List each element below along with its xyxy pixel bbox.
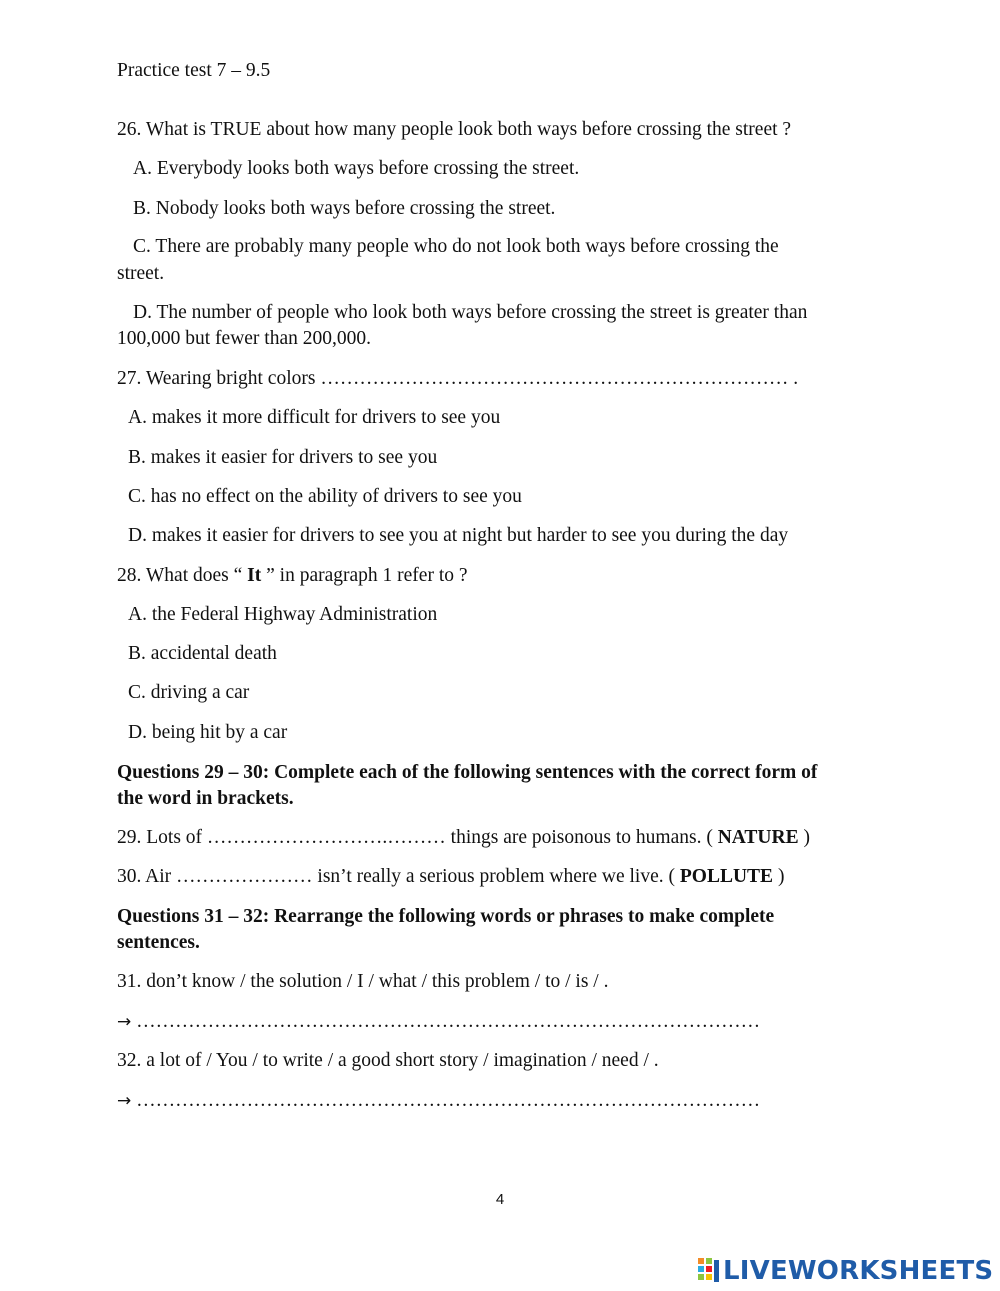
liveworksheets-logo-text: LIVEWORKSHEETS — [723, 1256, 994, 1286]
question-26-option-c-line1[interactable]: C. There are probably many people who do not look both ways before crossing the — [133, 236, 779, 257]
question-26-stem: 26. What is TRUE about how many people look both ways before crossing the street ? — [117, 119, 792, 140]
section-31-32-instruction-line1: Questions 31 – 32: Rearrange the following words or phrases to make complete — [117, 906, 775, 927]
question-28-option-c[interactable]: C. driving a car — [128, 682, 250, 703]
section-29-30-instruction-line2: the word in brackets. — [117, 788, 294, 809]
question-29-word: NATURE — [717, 827, 799, 848]
section-29-30-instruction-line1: Questions 29 – 30: Complete each of the following sentences with the correct form of — [117, 762, 818, 783]
question-29-text[interactable]: 29. Lots of ……………………….……… things are poisonous to humans. ( — [117, 827, 718, 848]
question-29-close: ) — [798, 827, 810, 848]
question-31-answer-line — [117, 1009, 760, 1035]
liveworksheets-logo[interactable] — [697, 1254, 993, 1288]
question-26-option-a[interactable]: A. Everybody looks both ways before crossing the street. — [133, 158, 580, 179]
question-28-stem-end: ” in paragraph 1 refer to ? — [261, 565, 468, 586]
question-32-answer-line — [117, 1088, 760, 1114]
question-27-option-d[interactable]: D. makes it easier for drivers to see you at night but harder to see you during the day — [128, 525, 789, 546]
question-26-option-c-line2[interactable]: street. — [117, 263, 165, 284]
question-27-option-c[interactable]: C. has no effect on the ability of drivers to see you — [128, 486, 522, 507]
question-30 — [117, 864, 784, 890]
question-28-stem-start: 28. What does “ — [117, 565, 248, 586]
page-header-title: Practice test 7 – 9.5 — [117, 60, 271, 81]
question-28-stem — [117, 563, 468, 589]
question-31-words: 31. don’t know / the solution / I / what / this problem / to / is / . — [117, 971, 609, 992]
question-27-option-b[interactable]: B. makes it easier for drivers to see you — [128, 447, 438, 468]
question-28-option-b[interactable]: B. accidental death — [128, 643, 277, 664]
question-28-option-a[interactable]: A. the Federal Highway Administration — [128, 604, 438, 625]
question-28-option-d[interactable]: D. being hit by a car — [128, 722, 288, 743]
question-26-option-d-line2[interactable]: 100,000 but fewer than 200,000. — [117, 328, 371, 349]
question-32-answer-blank[interactable]: …………………………………………………………………………………… — [136, 1090, 761, 1111]
question-26-option-d-line1[interactable]: D. The number of people who look both ways before crossing the street is greater than — [133, 302, 808, 323]
question-30-close: ) — [773, 866, 785, 887]
liveworksheets-logo-icon — [697, 1256, 721, 1286]
question-32-words: 32. a lot of / You / to write / a good short story / imagination / need / . — [117, 1050, 659, 1071]
question-29 — [117, 825, 810, 851]
question-28-keyword: It — [247, 565, 262, 586]
right-arrow-icon: → — [117, 1012, 132, 1032]
question-26-option-b[interactable]: B. Nobody looks both ways before crossing the street. — [133, 198, 556, 219]
question-31-answer-blank[interactable]: …………………………………………………………………………………… — [136, 1011, 761, 1032]
question-27-option-a[interactable]: A. makes it more difficult for drivers to see you — [128, 407, 501, 428]
section-31-32-instruction-line2: sentences. — [117, 932, 200, 953]
question-30-text[interactable]: 30. Air ………………… isn’t really a serious problem where we live. ( — [117, 866, 680, 887]
page-number: 4 — [495, 1191, 505, 1208]
right-arrow-icon: → — [117, 1091, 132, 1111]
question-27-stem: 27. Wearing bright colors ……………………………………………………………… . — [117, 368, 799, 389]
question-30-word: POLLUTE — [679, 866, 774, 887]
